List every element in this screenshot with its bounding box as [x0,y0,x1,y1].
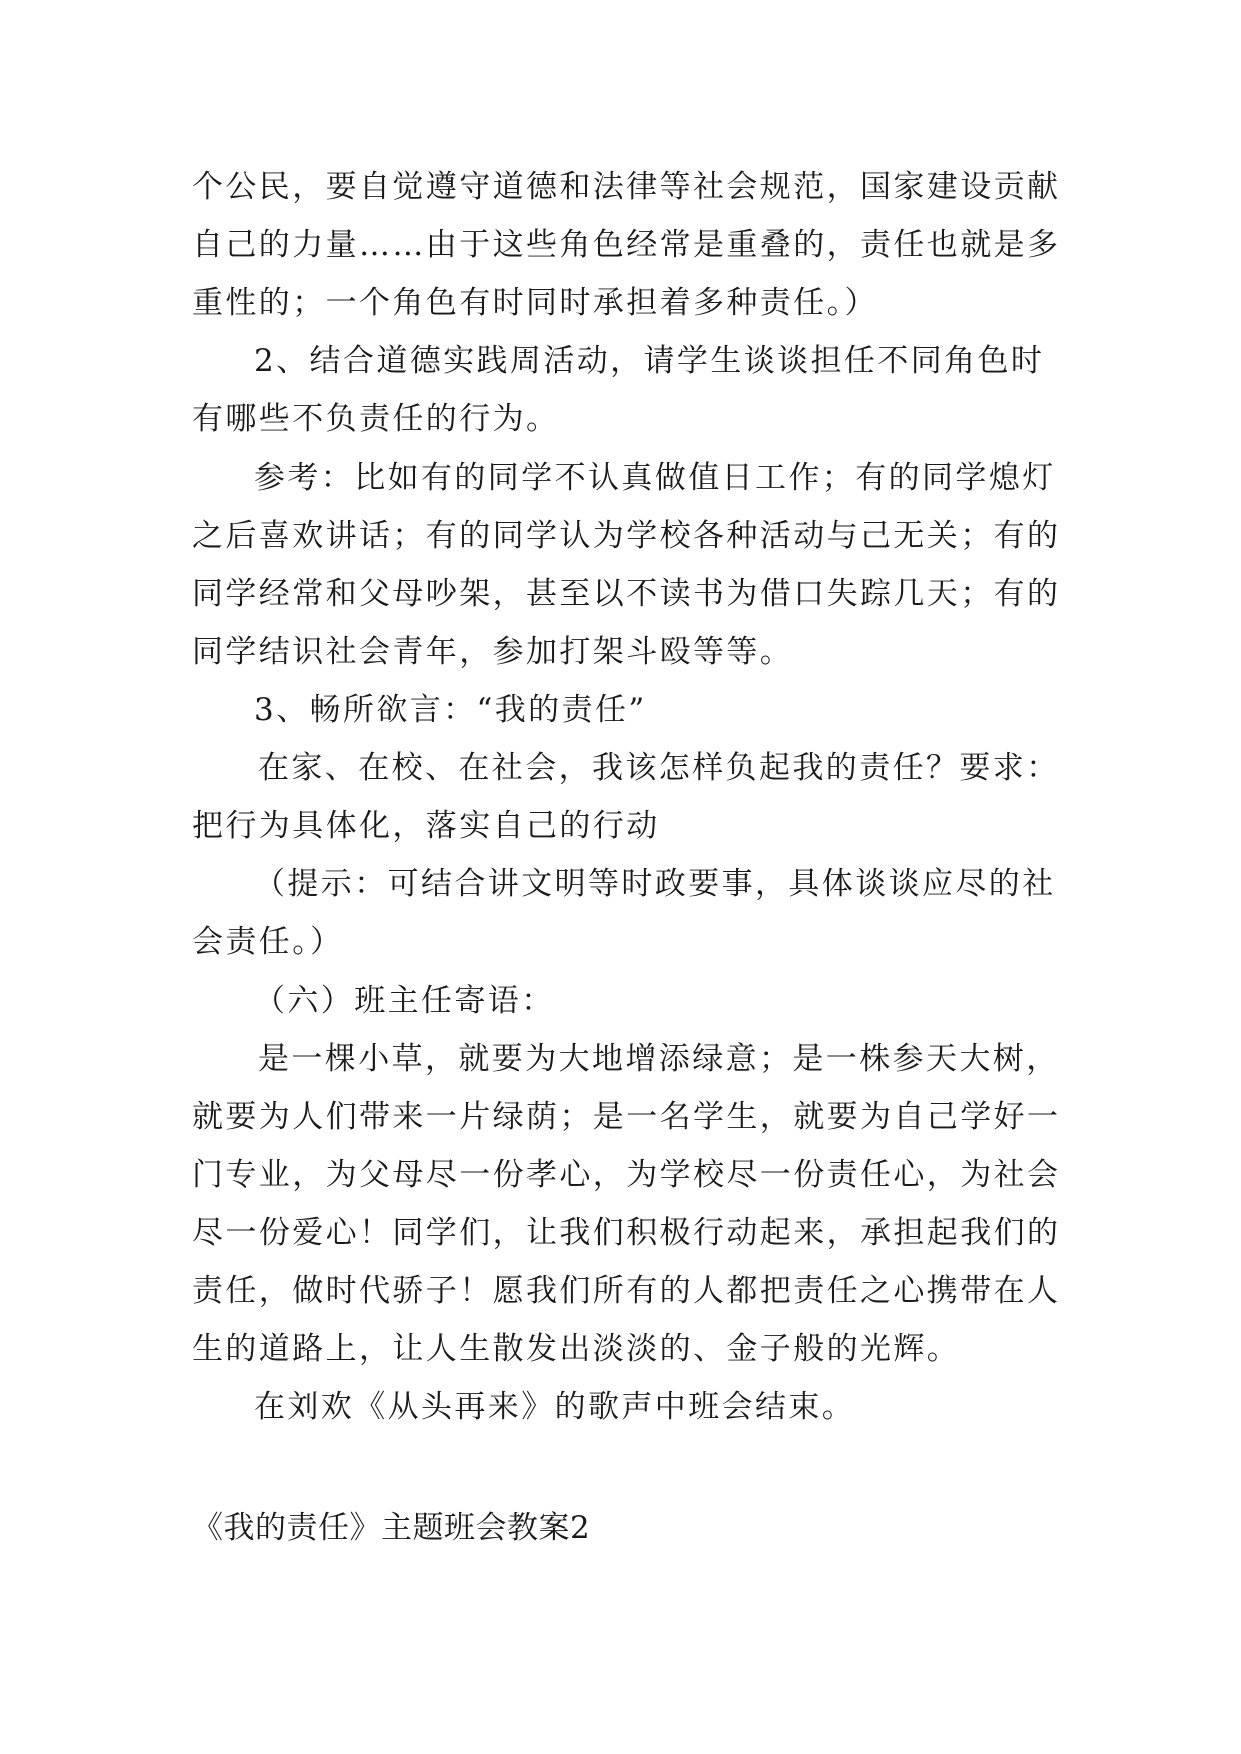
text-line: 自己的力量……由于这些角色经常是重叠的，责任也就是多 [192,227,1061,263]
text-line: （提示：可结合讲文明等时政要事，具体谈谈应尽的社 [254,866,1056,902]
text-line: 尽一份爱心！同学们，让我们积极行动起来，承担起我们的 [192,1215,1061,1251]
text-line: 重性的；一个角色有时同时承担着多种责任。） [192,285,878,321]
text-line: 有哪些不负责任的行为。 [192,401,560,437]
section-title: 《我的责任》主题班会教案2 [192,1510,591,1546]
text-line: 就要为人们带来一片绿荫；是一名学生，就要为自己学好一 [192,1099,1061,1135]
text-line: 生的道路上，让人生散发出淡淡的、金子般的光辉。 [192,1331,961,1367]
text-line: 门专业，为父母尽一份孝心，为学校尽一份责任心，为社会 [192,1157,1061,1193]
text-line: 在刘欢《从头再来》的歌声中班会结束。 [254,1389,856,1425]
text-line: 同学结识社会青年，参加打架斗殴等等。 [192,634,794,670]
text-line: 2、结合道德实践周活动，请学生谈谈担任不同角色时 [254,343,1045,379]
text-line: 个公民，要自觉遵守道德和法律等社会规范，国家建设贡献 [192,169,1061,205]
text-line: 3、畅所欲言：“我的责任” [254,692,647,728]
text-line: 参考：比如有的同学不认真做值日工作；有的同学熄灯 [254,460,1056,496]
text-line: 同学经常和父母吵架，甚至以不读书为借口失踪几天；有的 [192,576,1061,612]
text-line: 在家、在校、在社会，我该怎样负起我的责任？要求： [258,750,1060,786]
text-line: 之后喜欢讲话；有的同学认为学校各种活动与己无关；有的 [192,518,1061,554]
text-line: 把行为具体化，落实自己的行动 [192,808,660,844]
text-line: （六）班主任寄语： [254,983,555,1019]
text-line: 会责任。） [192,924,344,960]
text-line: 是一棵小草，就要为大地增添绿意；是一株参天大树， [258,1041,1060,1077]
text-line: 责任，做时代骄子！愿我们所有的人都把责任之心携带在人 [192,1273,1061,1309]
